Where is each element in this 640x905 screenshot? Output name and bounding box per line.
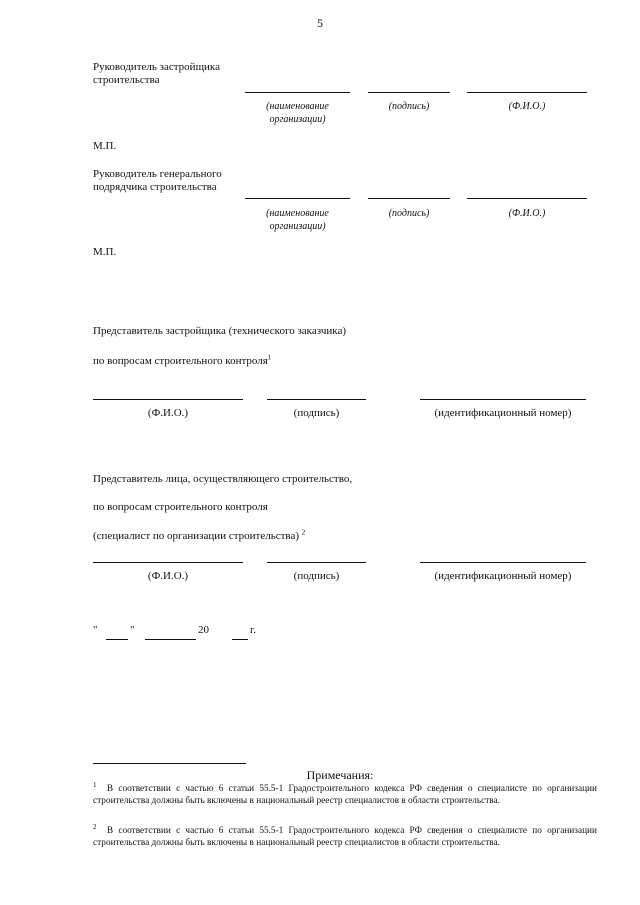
footnote-ref: 2 xyxy=(301,528,306,537)
label-line: Представитель лица, осуществляющего строительство, xyxy=(93,473,353,485)
month-line xyxy=(145,639,196,640)
footnote-2: $^2$ В соответствии с частью 6 статьи 55.5-1 Градостроительного кодекса РФ сведения о специалисте по организации строительства должны быть включены в национальный реестр специалистов в области строительства. xyxy=(93,822,597,848)
signature-line xyxy=(368,92,450,93)
year-line xyxy=(232,639,248,640)
org-name-line xyxy=(245,198,350,199)
id-number-caption: (идентификационный номер) xyxy=(434,407,572,419)
id-number-line xyxy=(420,399,586,400)
developer-head-label: Руководитель застройщика строительства xyxy=(93,61,220,86)
fio-line xyxy=(467,92,587,93)
footnote-number: 1 xyxy=(93,780,97,789)
date-quote-close: " xyxy=(130,624,135,636)
signature-caption: (подпись) xyxy=(388,101,430,112)
footnote-number: 2 xyxy=(93,822,97,831)
signature-line xyxy=(267,399,366,400)
label-line: (специалист по организации строительства) $^2$ xyxy=(93,528,306,542)
signature-caption: (подпись) xyxy=(293,570,340,582)
notes-title: Примечания: xyxy=(306,768,374,782)
signature-line xyxy=(267,562,366,563)
fio-line xyxy=(467,198,587,199)
label-line: Представитель застройщика (технического заказчика) xyxy=(93,325,346,337)
fio-caption: (Ф.И.О.) xyxy=(147,407,189,419)
stamp-place-1: М.П. xyxy=(93,140,117,152)
year-prefix: 20 xyxy=(198,624,209,636)
fio-line xyxy=(93,399,243,400)
id-number-caption: (идентификационный номер) xyxy=(434,570,572,582)
fio-caption: (Ф.И.О.) xyxy=(508,101,546,112)
date-quote-open: " xyxy=(93,624,98,636)
fio-caption: (Ф.И.О.) xyxy=(147,570,189,582)
footnote-1: $^1$ В соответствии с частью 6 статьи 55.5-1 Градостроительного кодекса РФ сведения о специалисте по организации строительства должны быть включены в национальный реестр специалистов в области строительства. xyxy=(93,780,597,806)
org-name-caption: (наименование организации) xyxy=(266,101,329,125)
signature-caption: (подпись) xyxy=(293,407,340,419)
footnote-ref: 1 xyxy=(267,353,272,362)
general-contractor-head-label: Руководитель генерального подрядчика строительства xyxy=(93,168,222,193)
id-number-line xyxy=(420,562,586,563)
footnote-separator xyxy=(93,763,246,764)
builder-representative-label xyxy=(93,460,352,556)
developer-representative-label xyxy=(93,312,346,381)
signature-caption: (подпись) xyxy=(388,208,430,219)
day-line xyxy=(106,639,128,640)
org-name-line xyxy=(245,92,350,93)
fio-line xyxy=(93,562,243,563)
page-number: 5 xyxy=(317,16,323,30)
year-suffix: г. xyxy=(250,624,257,636)
org-name-caption: (наименование организации) xyxy=(266,208,329,232)
fio-caption: (Ф.И.О.) xyxy=(508,208,546,219)
label-line: по вопросам строительного контроля xyxy=(93,501,268,513)
stamp-place-2: М.П. xyxy=(93,246,117,258)
signature-line xyxy=(368,198,450,199)
label-line: по вопросам строительного контроля$^1$ xyxy=(93,353,272,367)
